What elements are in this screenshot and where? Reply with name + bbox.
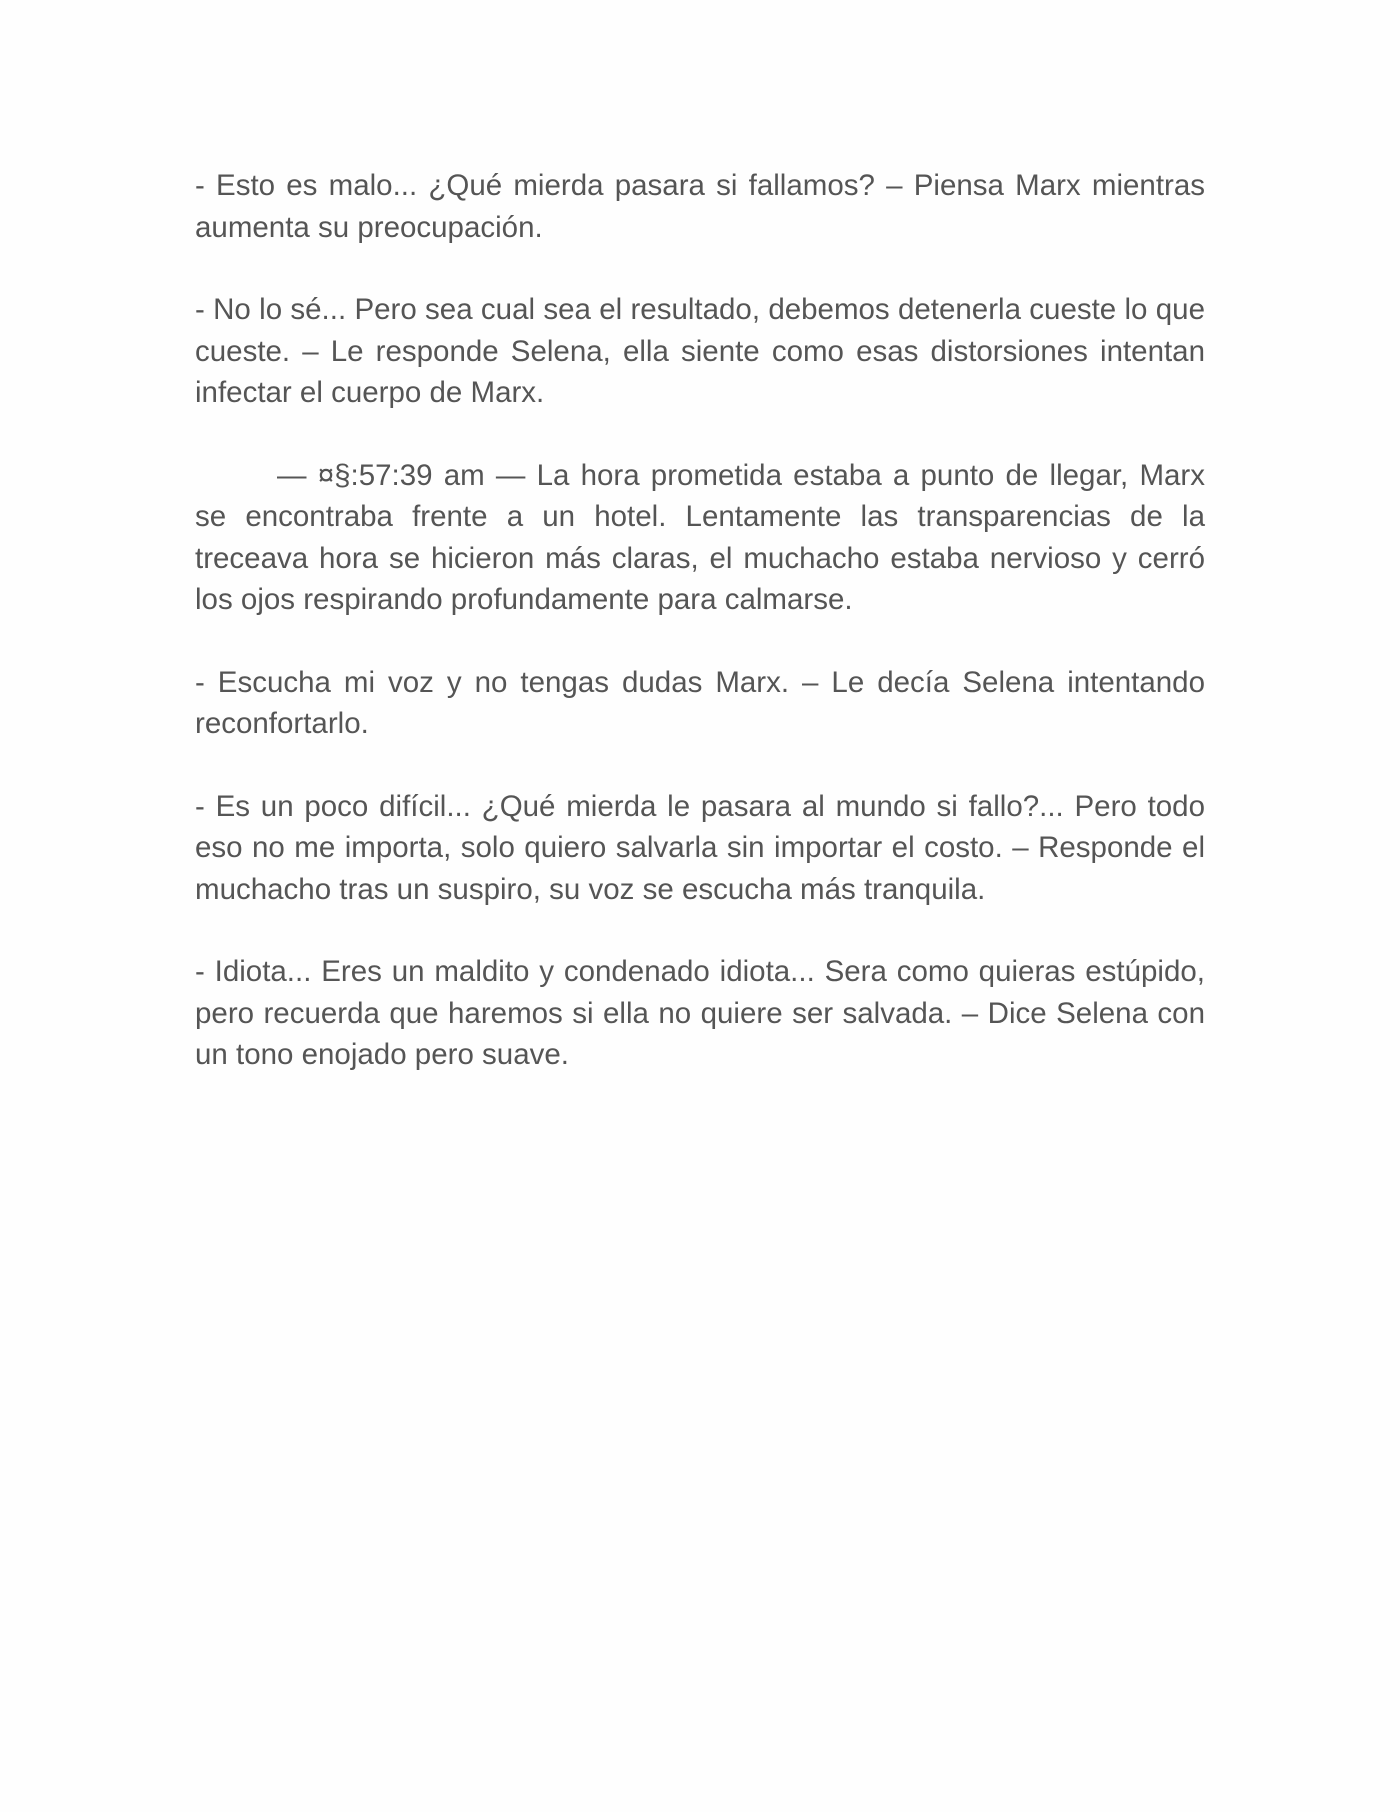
paragraph-5: - Es un poco difícil... ¿Qué mierda le pasara al mundo si fallo?... Pero todo eso no me importa, solo quiero salvarla sin importar el costo. – Responde el muchacho tras un suspiro, su voz se escucha más tranquila. bbox=[195, 789, 1205, 906]
paragraph-3: — ¤§:57:39 am — La hora prometida estaba a punto de llegar, Marx se encontraba frente a un hotel. Lentamente las transparencias de la treceava hora se hicieron más claras, el muchacho estaba nervioso y cerró los ojos respirando profundamente para calmarse. bbox=[195, 458, 1205, 616]
paragraph-2: - No lo sé... Pero sea cual sea el resultado, debemos detenerla cueste lo que cueste. – Le responde Selena, ella siente como esas distorsiones intentan infectar el cuerpo de Marx. bbox=[195, 293, 1205, 409]
paragraph-6: - Idiota... Eres un maldito y condenado idiota... Sera como quieras estúpido, pero recuerda que haremos si ella no quiere ser salvada. – Dice Selena con un tono enojado pero suave. bbox=[195, 955, 1205, 1071]
paragraph-1: - Esto es malo... ¿Qué mierda pasara si fallamos? – Piensa Marx mientras aumenta su preocupación. bbox=[195, 169, 1205, 244]
document-body bbox=[195, 165, 1205, 1117]
paragraph-4: - Escucha mi voz y no tengas dudas Marx. – Le decía Selena intentando reconfortarlo. bbox=[195, 665, 1205, 740]
